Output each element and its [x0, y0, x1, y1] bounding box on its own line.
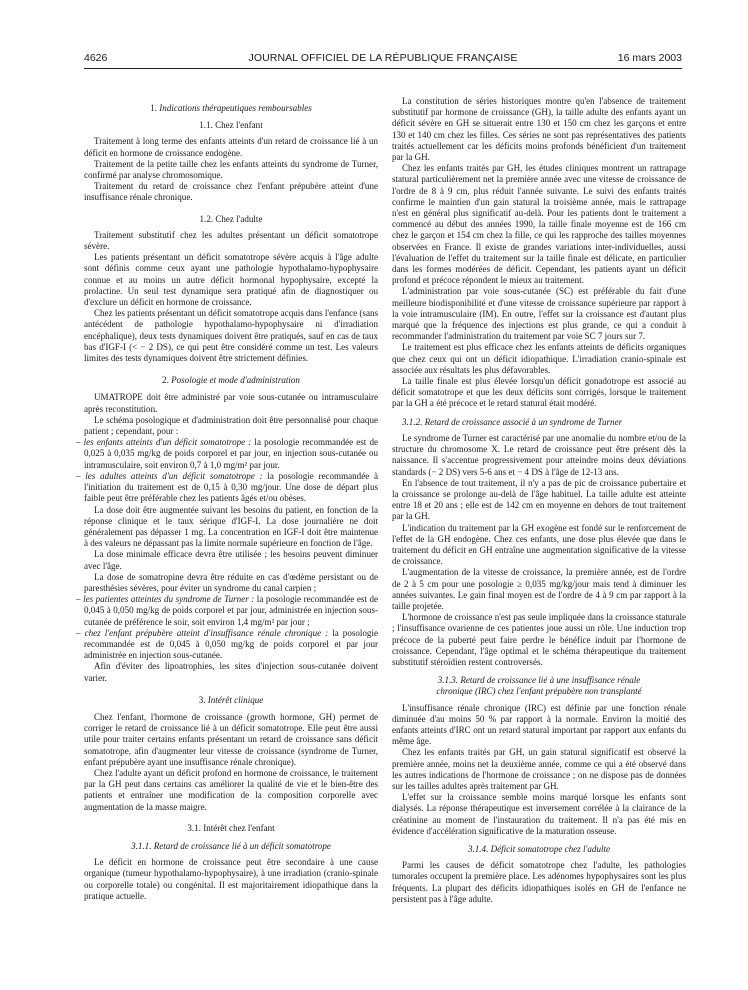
paragraph: Chez les enfants traités par GH, les études cliniques montrent un rattrapage statural particulièrement net la première année avec une vitesse de croissance de l'ordre de 8 à 9 cm, plus réduit l'année suivante. Le suivi des enfants traités confirme le maintien d'un gain statural la troisième année, mais le rattrapage n'est en général plus significatif au-delà. Pour les patients dont le traitement a commencé au début des années 1990, la taille finale moyenne est de 166 cm chez le garçon et 154 cm chez la fille, ce qui les rapproche des tailles moyennes observées en France. Il existe de grandes variations inter-individuelles, aussi l'évaluation de l'effet du traitement sur la taille finale est délicate, en particulier dans les formes modérées de déficit. Cependant, les patients ayant un déficit profond et précoce répondent le mieux au traitement. [392, 163, 686, 286]
paragraph: Chez l'adulte ayant un déficit profond en hormone de croissance, le traitement par la GH peut dans certains cas améliorer la qualité de vie et le bien-être des patients et entraîner une modification de la composition corporelle avec augmentation de la masse maigre. [84, 767, 378, 812]
publication-date: 16 mars 2003 [617, 52, 682, 64]
subsection-heading-3-1-4: 3.1.4. Déficit somatotrope chez l'adulte [467, 844, 611, 854]
subsection-heading-1-1: 1.1. Chez l'enfant [199, 120, 263, 131]
subsection-heading-3-1: 3.1. Intérêt chez l'enfant [187, 822, 275, 833]
paragraph: Traitement du retard de croissance chez l'enfant prépubère atteint d'une insuffisance rénale chronique. [84, 181, 378, 203]
paragraph: L'administration par voie sous-cutanée (SC) est préférable du fait d'une meilleure biodisponibilité et d'une vitesse de croissance supérieure par rapport à la voie intramusculaire (IM). En outre, l'effet sur la croissance est d'autant plus marqué que la fréquence des injections est plus grande, ce qui a conduit à recommander l'administration du traitement par voie SC 7 jours sur 7. [392, 286, 686, 342]
list-item: – les enfants atteints d'un déficit somatotrope : la posologie recommandée est de 0,025 à 0,035 mg/kg de poids corporel et par jour, en injection sous-cutanée ou intramusculaire, soit environ 0,7 à 1,0 mg/m² par jour. [76, 437, 378, 470]
section-heading-2 [84, 375, 378, 386]
section-title: Intérêt clinique [207, 694, 264, 705]
paragraph: Le schéma posologique et d'administration doit être personnalisé pour chaque patient ; cependant, pour : [84, 414, 378, 437]
list-item: – les adultes atteints d'un déficit somatotrope : la posologie recommandée à l'initiation du traitement est de 0,15 à 0,30 mg/jour. Une dose de départ plus faible peut être préférable chez les patients âgés et/ou obèses. [76, 470, 378, 504]
page-number: 4626 [84, 52, 108, 64]
paragraph: La dose doit être augmentée suivant les besoins du patient, en fonction de la réponse clinique et le taux sérique d'IGF-I. La dose journalière ne doit généralement pas dépasser 1 mg. La concentration en IGF-I doit être maintenue à des valeurs ne dépassant pas la limite normale supérieure en fonction de l'âge. [84, 504, 378, 549]
section-number: 1. [150, 103, 158, 113]
list-item-text: la posologie recommandée à l'initiation du traitement est de 0,15 à 0,30 mg/jour. Une dose de départ plus faible peut être préférable chez les patients âgés et/ou obèses. [84, 470, 378, 504]
paragraph: UMATROPE doit être administré par voie sous-cutanée ou intramusculaire après reconstitution. [84, 392, 378, 414]
paragraph: La taille finale est plus élevée lorsqu'un déficit gonadotrope est associé au déficit somatotrope et que les deux déficits sont corrigés, lorsque le traitement par la GH a été précoce et le retard statural était modéré. [392, 376, 686, 409]
paragraph: Parmi les causes de déficit somatotrope chez l'adulte, les pathologies tumorales occupent la première place. Les adénomes hypophysaires sont les plus fréquents. La plupart des déficits idiopathiques isolés en GH de l'enfance ne persistent pas à l'âge adulte. [392, 860, 686, 904]
paragraph: Chez les patients présentant un déficit somatotrope acquis dans l'enfance (sans antécédent de pathologie hypothalamo-hypophysaire ni d'irradiation encéphalique), deux tests dynamiques doivent être pratiqués, sauf en cas de taux bas d'IGF-I (< − 2 DS), ce qui peut être considéré comme un test. Les valeurs limites des tests dynamiques doivent être strictement définies. [84, 308, 379, 364]
section-number: 3. [198, 694, 206, 705]
list-item-lead: chez l'enfant prépubère atteint d'insuffisance rénale chronique : [84, 627, 329, 638]
section-number: 2. [162, 375, 169, 386]
paragraph: La dose minimale efficace devra être utilisée ; les besoins peuvent diminuer avec l'âge. [84, 549, 378, 571]
paragraph: Afin d'éviter des lipoatrophies, les sites d'injection sous-cutanée doivent varier. [84, 661, 378, 683]
paragraph: La dose de somatropine devra être réduite en cas d'œdème persistant ou de paresthésies sévères, pour éviter un syndrome du canal carpien ; [84, 571, 378, 593]
list-item-text: la posologie recommandée est de 0,025 à 0,035 mg/kg de poids corporel et par jour, en injection sous-cutanée ou intramusculaire, soit environ 0,7 à 1,0 mg/m² par jour. [84, 437, 378, 470]
paragraph: Le traitement est plus efficace chez les enfants atteints de déficits organiques que chez ceux qui ont un déficit idiopathique. L'irradiation cranio-spinale est associée aux résultats les plus défavorables. [392, 342, 686, 375]
paragraph: Traitement à long terme des enfants atteints d'un retard de croissance lié à un déficit en hormone de croissance endogène. [84, 136, 378, 158]
heading-line: chronique (IRC) chez l'enfant prépubère non transplanté [436, 686, 642, 697]
paragraph: L'hormone de croissance n'est pas seule impliquée dans la croissance staturale ; l'insuffisance ovarienne de ces patientes joue aussi un rôle. Une induction trop précoce de la puberté peut faire perdre le bénéfice induit par l'hormone de croissance. Cependant, l'âge optimal et le schéma thérapeutique du traitement substitutif stéroïdien restent controversés. [392, 612, 686, 667]
subsection-heading-3-1-2: 3.1.2. Retard de croissance associé à un syndrome de Turner [402, 416, 623, 427]
left-column [76, 96, 379, 976]
subsection-heading-3-1-3 [392, 675, 686, 697]
list-item-lead: les patientes atteintes du syndrome de Turner : [83, 594, 255, 605]
heading-line: 3.1.3. Retard de croissance lié à une insuffisance rénale [437, 675, 641, 686]
list-item-text: la posologie recommandée est de 0,045 à 0,050 mg/kg de poids corporel et par jour, administrée en injection sous-cutanée de préférence le soir, soit environ 1,4 mg/m² par jour ; [84, 594, 378, 627]
paragraph: Le syndrome de Turner est caractérisé par une anomalie du nombre et/ou de la structure du chromosome X. Le retard de croissance peut être présent dès la naissance. Il s'accentue progressivement pour atteindre moins deux déviations standards (− 2 DS) vers 5-6 ans et − 4 DS à l'âge de 12-13 ans. [392, 432, 686, 477]
paragraph: Traitement substitutif chez les adultes présentant un déficit somatotrope sévère. [84, 229, 378, 252]
paragraph: Le déficit en hormone de croissance peut être secondaire à une cause organique (tumeur hypothalamo-hypophysaire), à une irradiation (cranio-spinale ou corporelle totale) ou congénital. Il est majoritairement idiopathique dans la pratique actuelle. [84, 857, 378, 901]
paragraph: Chez l'enfant, l'hormone de croissance (growth hormone, GH) permet de corriger le retard de croissance lié à un déficit somatotrope. Elle peut être aussi utile pour traiter certains enfants présentant un retard de croissance sans déficit somatotrope, afin d'augmenter leur vitesse de croissance (syndrome de Turner, enfant prépubère ayant une insuffisance rénale chronique). [84, 711, 378, 767]
right-column [392, 96, 686, 976]
journal-title: JOURNAL OFFICIEL DE LA RÉPUBLIQUE FRANÇAISE [248, 52, 518, 64]
paragraph: L'effet sur la croissance semble moins marqué lorsque les enfants sont dialysés. La réponse thérapeutique est inversement corrélée à la clairance de la créatinine au moment de l'instauration du traitement. Il n'a pas été mis en évidence d'accélération significative de la maturation osseuse. [392, 792, 686, 836]
paragraph: En l'absence de tout traitement, il n'y a pas de pic de croissance pubertaire et la croissance se prolonge au-delà de l'âge habituel. La taille adulte est atteinte entre 18 et 20 ans ; elle est de 142 cm en moyenne en dehors de tout traitement par la GH. [392, 477, 686, 522]
paragraph: L'indication du traitement par la GH exogène est fondé sur le renforcement de l'effet de la GH endogène. Chez ces enfants, une dose plus élevée que dans le traitement du déficit en GH entraîne une augmentation significative de la vitesse de croissance. [392, 522, 686, 567]
list-item: – les patientes atteintes du syndrome de Turner : la posologie recommandée est de 0,045 à 0,050 mg/kg de poids corporel et par jour, administrée en injection sous-cutanée de préférence le soir, soit environ 1,4 mg/m² par jour ; [76, 594, 378, 627]
list-item-lead: les adultes atteints d'un déficit somatotrope : [85, 470, 263, 481]
paragraph: Chez les enfants traités par GH, un gain statural significatif est observé la première année, moins net la deuxième année, comme ce qui a été observé dans les autres indications de l'hormone de croissance ; on ne dispose pas de données sur les tailles adultes après traitement par GH. [392, 747, 686, 791]
subsection-heading-3-1-1: 3.1.1. Retard de croissance lié à un déficit somatotrope [131, 840, 331, 851]
section-title: Indications thérapeutiques remboursables [159, 103, 312, 113]
list-item-lead: les enfants atteints d'un déficit somatotrope : [83, 437, 252, 448]
paragraph: L'insuffisance rénale chronique (IRC) est définie par une fonction rénale diminuée d'au moins 50 % par rapport à la normale. Environ la moitié des enfants atteints d'IRC ont un retard statural important par rapport aux enfants du même âge. [392, 702, 686, 747]
paragraph: La constitution de séries historiques montre qu'en l'absence de traitement substitutif par hormone de croissance (GH), la taille adulte des enfants ayant un déficit sévère en GH se situerait entre 130 et 150 cm chez les garçons et entre 130 et 140 cm chez les filles. Ces séries ne sont pas représentatives des patients traités actuellement car les déficits moins profonds bénéficient d'un traitement par la GH. [392, 96, 686, 163]
paragraph: L'augmentation de la vitesse de croissance, la première année, est de l'ordre de 2 à 5 cm pour une posologie ≥ 0,035 mg/kg/jour mais tend à diminuer les années suivantes. Le gain final moyen est de l'ordre de 4 à 9 cm par rapport à la taille projetée. [392, 567, 686, 611]
paragraph: Traitement de la petite taille chez les enfants atteints du syndrome de Turner, confirmé par analyse chromosomique. [84, 158, 378, 181]
section-title: Posologie et mode d'administration [171, 375, 300, 386]
subsection-heading-1-2: 1.2. Chez l'adulte [199, 213, 263, 224]
page-header [84, 52, 682, 69]
section-heading-3 [84, 695, 378, 706]
list-item-text: la posologie recommandée est de 0,045 à 0,050 mg/kg de poids corporel et par jour administrée en injection sous-cutanée. [84, 627, 378, 661]
paragraph: Les patients présentant un déficit somatotrope sévère acquis à l'âge adulte sont définis comme ceux ayant une pathologie hypothalamo-hypophysaire connue et au moins un autre déficit hormonal hypophysaire, excepté la prolactine. Un seul test dynamique sera pratiqué afin de diagnostiquer ou d'exclure un déficit en hormone de croissance. [84, 252, 378, 308]
list-item: – chez l'enfant prépubère atteint d'insuffisance rénale chronique : la posologie recommandée est de 0,045 à 0,050 mg/kg de poids corporel et par jour administrée en injection sous-cutanée. [76, 627, 378, 661]
section-heading-1 [84, 103, 378, 114]
